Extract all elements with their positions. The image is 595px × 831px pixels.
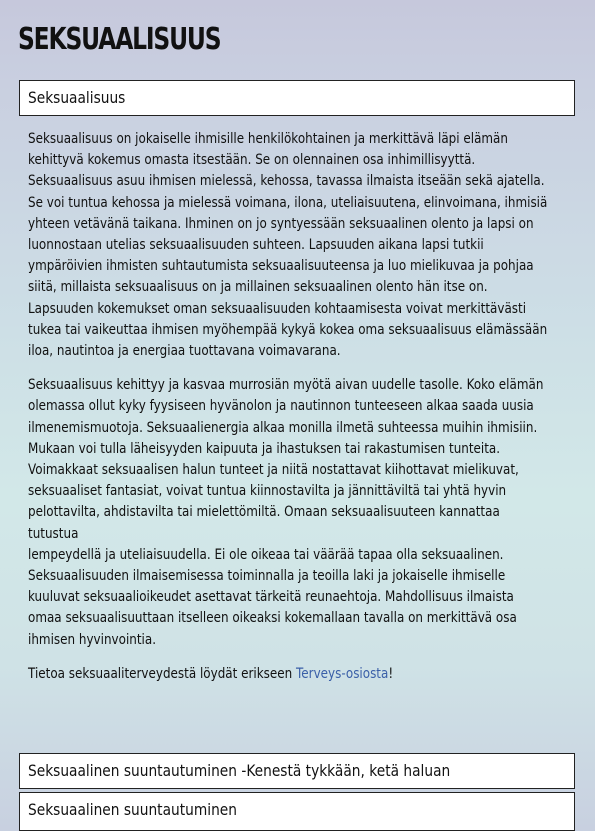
paragraph-line: tukea tai vaikeuttaa ihmisen myöhempää kykyä kokea oma seksuaalisuus elämässään [28,320,548,338]
paragraph-line: ympäröivien ihmisten suhtautumista seksuaalisuuteensa ja luo mielikuvaa ja pohjaa [28,257,534,275]
paragraph-line: Seksuaalisuus asuu ihmisen mielessä, kehossa, tavassa ilmaista itseään sekä ajatella. [28,172,545,190]
paragraph-line: Lapsuuden kokemukset oman seksuaalisuuden kohtaamisesta voivat merkittävästi [28,299,527,317]
paragraph-line: Seksuaalisuus on jokaiselle ihmisille henkilökohtainen ja merkittävä läpi elämän [28,130,508,147]
accordion-content-seksuaalisuus [28,128,553,697]
terveys-osio-link[interactable]: Terveys-osiosta [296,664,389,682]
paragraph-line: siitä, millaista seksuaalisuus on ja millainen seksuaalinen olento hän itse on. [28,278,488,296]
page-title: SEKSUAALISUUS [18,22,221,57]
paragraph-line: ihmisen hyvinvointia. [28,630,157,648]
accordion-header-suuntautuminen-kenesta[interactable] [19,753,575,789]
paragraph-line: pelottavilta, ahdistavilta tai mielettömiltä. Omaan seksuaalisuuteen kannattaa tutustua [28,503,500,542]
paragraph-line: seksuaaliset fantasiat, voivat tuntua kiinnostavilta ja jännittäviltä tai yhtä hyvin [28,482,507,500]
paragraph-1 [28,128,553,361]
paragraph-line: lempeydellä ja uteliaisuudella. Ei ole oikeaa tai väärää tapaa olla seksuaalinen. [28,545,504,563]
paragraph-line: omaa seksuaalisuuttaan itselleen oikeaksi kokemallaan tavalla on merkittävä osa [28,609,517,627]
info-paragraph [28,663,553,684]
info-end: ! [388,664,394,682]
paragraph-line: luonnostaan utelias seksuaalisuuden suhteen. Lapsuuden aikana lapsi tutkii [28,236,484,254]
paragraph-line: kehittyvä kokemus omasta itsestään. Se on olennainen osa inhimillisyyttä. [28,151,476,169]
accordion-header-label: Seksuaalinen suuntautuminen [28,800,237,819]
paragraph-line: Se voi tuntua kehossa ja mielessä voimana, ilona, uteliaisuutena, elinvoimana, ihmisiä [28,193,548,211]
paragraph-line: olemassa ollut kyky fyysiseen hyvänolon ja nautinnon tunteeseen alkaa saada uusia [28,397,534,415]
paragraph-line: Seksuaalisuus kehittyy ja kasvaa murrosiän myötä aivan uudelle tasolle. Koko elämän [28,376,544,394]
paragraph-line: iloa, nautintoa ja energiaa tuottavana voimavarana. [28,342,341,360]
accordion-header-suuntautuminen[interactable] [19,792,575,831]
paragraph-line: Voimakkaat seksuaalisen halun tunteet ja niitä nostattavat kiihottavat mielikuvat, [28,461,519,479]
paragraph-line: yhteen vetävänä taikana. Ihminen on jo syntyessään seksuaalinen olento ja lapsi on [28,214,534,232]
paragraph-line: Seksuaalisuuden ilmaisemisessa toiminnalla ja teoilla laki ja jokaiselle ihmiselle [28,567,506,585]
accordion-header-seksuaalisuus[interactable] [19,80,575,116]
paragraph-line: Mukaan voi tulla läheisyyden kaipuuta ja ihastuksen tai rakastumisen tunteita. [28,439,501,457]
paragraph-2 [28,374,553,650]
paragraph-line: ilmenemismuotoja. Seksuaalienergia alkaa monilla ilmetä suhteessa muihin ihmisiin. [28,418,538,436]
accordion-header-label: Seksuaalisuus [28,88,126,107]
info-text: Tietoa seksuaaliterveydestä löydät erikseen [28,664,297,682]
accordion-header-label: Seksuaalinen suuntautuminen -Kenestä tykkään, ketä haluan [28,761,451,780]
paragraph-line: kuuluvat seksuaalioikeudet asettavat tärkeitä reunaehtoja. Mahdollisuus ilmaista [28,588,514,606]
